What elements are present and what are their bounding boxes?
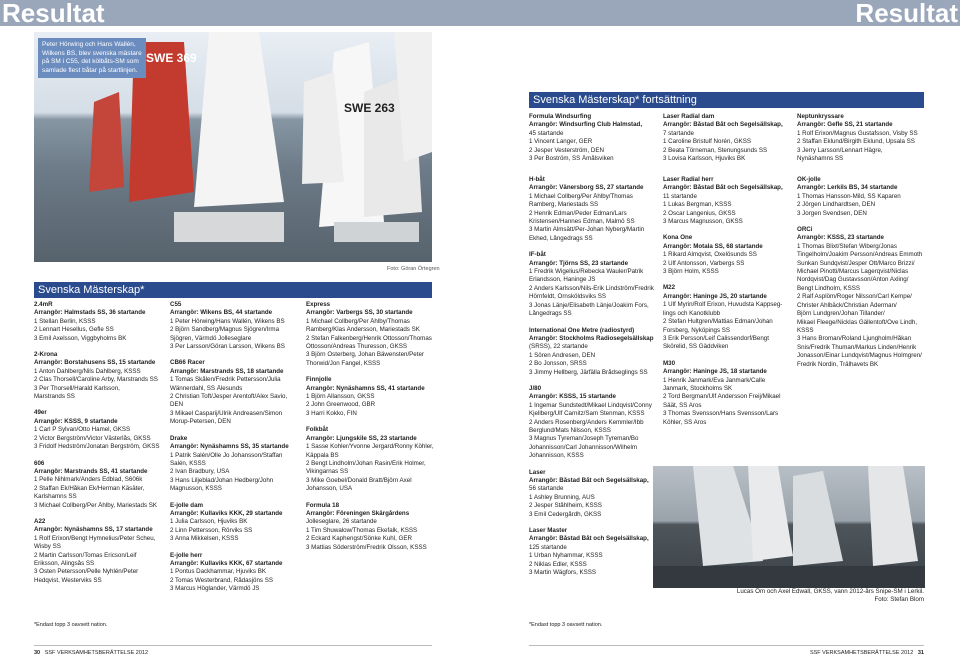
class-result-block [34,409,162,451]
class-result-block [663,176,791,226]
result-line: 1 Rolf Erixon/Bengt Hymnelius/Peter Scheu, [34,534,156,542]
organizer-line: Arrangör: Båstad Båt och Segelsällskap, [529,535,649,543]
class-result-block [306,502,434,552]
result-line: 2 Tord Bergman/Ulf Andersson Freij/Mikael [663,393,781,401]
class-result-block [797,176,925,218]
result-line: 2 John Greenwood, GBR [306,401,376,409]
result-line: 2 Beata Törneman, Stenungsunds SS [663,146,768,154]
class-title: Laser [529,468,546,476]
result-line: 1 Sören Andresen, DEN [529,351,596,359]
class-result-block [529,385,657,461]
result-line: Berglund/Mats Nilsson, KSSS [529,426,611,434]
result-line: 2 Staffan Ek/Håkan Ek/Herman Käsäter, [34,484,145,492]
result-line: 3 Hans Broman/Roland Ljungholm/Håkan [797,335,912,343]
result-line: 2 Anders Karlsson/Nils-Erik Lindström/Fredrik [529,284,654,292]
class-title: 606 [34,459,45,467]
class-result-block [306,376,434,418]
organizer-line: Arrangör: Haninge JS, 18 startande [663,368,767,376]
organizer-line: Arrangör: Föreningen Skärgårdens [306,509,410,517]
result-line: 1 Caroline Bristulf Norén, GKSS [663,138,752,146]
class-result-block [663,284,791,351]
result-line: Nynäshamns SS [797,155,844,163]
result-line: 2 Niklas Edler, KSSS [529,560,587,568]
class-result-block [34,518,162,585]
class-title: M22 [663,284,676,292]
result-line: 1 Lukas Bergman, KSSS [663,201,732,209]
footer-left [34,647,148,659]
class-title: Laser Radial herr [663,176,714,183]
result-line: 3 Björn Österberg, Johan Bäwensten/Peter [306,351,424,359]
result-line: Wisby SS [34,543,61,551]
snipe-photo [653,466,925,588]
organizer-line: Arrangör: KSSS, 15 startande [529,393,616,401]
organizer-line: Arrangör: Tjörns SS, 23 startande [529,259,629,267]
result-line: 3 Marcus Höglander, Värmdö JS [170,585,260,593]
result-line: 1 Fredrik Wigelius/Rebecka Wauler/Patrik [529,268,644,276]
result-line: 1 Tomas Skålen/Fredrik Pettersson/Julia [170,376,281,384]
photo-caption: Peter Hörwing och Hans Wallén, Wilkens BS, blev svenska mästare på SM i C55, det kölbåts-SM som samlade flest båtar på startlinjen. [38,38,146,78]
result-line: 56 startande [529,485,564,493]
class-title: Laser Radial dam [663,113,715,120]
result-line: Säät, SS Aros [663,401,702,409]
result-line: 3 Michael Collberg/Per Åhlby, Mariestads SK [34,501,157,509]
result-line: Mikael Fleege/Nicklas Gällentoft/Ove Lindh, [797,318,918,326]
page-number-left: 30 [34,650,41,656]
class-result-block [529,113,657,163]
result-line: Salén, KSSS [170,459,206,467]
result-line: Sjögren, Värmdö Jollesegla​re [170,334,252,342]
result-line: Jonasson/Einar Lundqvist/Magnus Holmgren/ [797,352,922,360]
result-line: 1 Urban Nyhammar, KSSS [529,552,603,560]
results-column-r1 [529,176,657,585]
result-line: Christer Ahlbäck/Christian Åderman/ [797,301,897,309]
result-line: Morup-Petersen, DEN [170,418,231,426]
result-line: 1 Anton Dahlberg/Nils Dahlberg, KSSS [34,367,141,375]
result-line: 2 Jörgen Lindhardtsen, DEN [797,201,876,209]
class-result-block [529,469,657,519]
organizer-line: Arrangör: Lerkils BS, 34 startande [797,184,898,192]
result-line: Nordqvist/Dag Gustavsson/Anton Axling/ [797,276,909,284]
result-line: 2 Ralf Asplöm/Roger Nilsson/Carl Kempe/ [797,293,912,301]
result-line: 3 Harri Kokko, FIN [306,409,357,417]
result-line: 1 Björn Allansson, GKSS [306,393,375,401]
organizer-line: Arrangör: Marstrands SS, 41 startande [34,467,148,475]
footer-divider-left [34,645,432,646]
organizer-line: Arrangör: Kullaviks KKK, 29 startande [170,509,283,517]
result-line: 3 Jorgen Svendsen, DEN [797,209,867,217]
organizer-line: Arrangör: Marstrands SS, 18 startande [170,367,284,375]
result-line: Johansson, USA [306,485,353,493]
class-title: H-båt [529,176,545,183]
result-line: 1 Thomas Blixt/Stefan Wiberg/Jonas [797,242,897,250]
organizer-line: Arrangör: Nynäshamns SS, 17 startande [34,526,153,534]
result-line: Bengt Lindholm, KSSS [797,284,860,292]
class-result-block [529,251,657,318]
class-title: E-jolle dam [170,501,204,509]
result-line: 3 Martin Almsätt/Per-Johan Nyberg/Martin [529,226,645,234]
organizer-line: Arrangör: Borstahusens SS, 15 startande [34,359,156,367]
organizer-line: Arrangör: Vänersborg SS, 27 startande [529,184,644,192]
footer-right [760,647,924,659]
result-line: Erlandsson, Haninge JS [529,276,596,284]
result-line: 2 Bo Jonsson, SRSS [529,360,587,368]
class-result-block [170,502,298,544]
result-line: Ekhed, Långedrags SS [529,234,593,242]
result-line: 3 Östen Petersson/Pelle Nyhlén/Peter [34,568,139,576]
result-line: 2 Tomas Westerbrand, Rådasjöns SS [170,576,273,584]
result-line: Vikingarnas SS [306,468,349,476]
result-line: 11 startande [663,192,697,200]
organizer-line: Arrangör: Ljungskile SS, 23 startande [306,434,417,442]
class-title: J/80 [529,384,542,392]
result-line: 2 Björn Sandberg/Magnus Sjögren/Irma [170,326,280,334]
result-line: 1 Patrik Salén/Olle Jo Johansson/Staffan [170,451,283,459]
result-line: 3 Anna Mikkelsen, KSSS [170,535,239,543]
result-line: 2 Stefan Hultgren/Mattias Edman/Johan [663,318,773,326]
result-line: 1 Michael Collberg/Per Åhlby/Thomas [306,317,410,325]
class-result-block [170,301,298,351]
organizer-line: Arrangör: Nynäshamns SS, 41 startande [306,384,425,392]
result-line: 2 Jesper Ståhlheim, KSSS [529,502,602,510]
result-line: Kjellberg/Ulf Carnitz/Sam Stenman, KSSS [529,410,645,418]
result-line: 3 Emil Cedergårdh, GKSS [529,510,602,518]
organizer-line: Arrangör: Halmstads SS, 36 startande [34,309,146,317]
result-line: Ramberg/Klas Andersson, Mariestads SK [306,326,420,334]
result-line: lings och Kanotklubb [663,309,721,317]
class-title: Folkbåt [306,426,329,434]
results-column-r2 [663,176,791,435]
class-title: 2-Krona [34,351,58,359]
result-line: Fredrik Nordin, Trälhavets BK [797,360,879,368]
result-line: Wännerdahl, SS Ålesunds [170,384,243,392]
result-line: 3 Per Boström, SS Åmålsviken [529,155,614,163]
result-line: 125 startande [529,543,567,551]
result-line: 2 Christian Toft/Jesper Arentoft/Alex Savio, [170,393,288,401]
result-line: 1 Vincent Langer, GER [529,138,593,146]
result-line: 2 Ivan Bradbury, USA [170,468,230,476]
result-line: 1 Ashley Brunning, AUS [529,493,595,501]
snipe-boats-illustration [653,466,925,588]
result-line: 3 Lovisa Karlsson, Hjuviks BK [663,155,746,163]
section-heading-left: Svenska Mästerskap* [34,282,432,298]
result-line: 1 Michael Collberg/Per Åhlby/Thomas [529,192,633,200]
result-line: 1 Peter Hörwing/Hans Wallén, Wikens BS [170,317,285,325]
result-line: 2 Jesper Vesterström, DEN [529,146,604,154]
class-result-block [170,435,298,494]
result-line: 3 Magnus Tyreman/Joseph Tyreman/Bo [529,435,639,443]
result-line: 2 Staffan Eklund/Birgith Eklund, Upsala SS [797,138,915,146]
class-title: Formula Windsurfing [529,113,592,120]
result-line: Janmark, Stockholms SK [663,384,733,392]
result-line: 2 Martin Carlsson/Tomas Ericson/Leif [34,551,137,559]
class-result-block [529,327,657,377]
class-title: IF-båt [529,251,546,259]
result-line: 1 Rikard Almqvist, Oxelösunds SS [663,251,757,259]
result-line: 3 Thomas Svensson/Hans Svensson/Lars [663,410,779,418]
result-line: 1 Ingemar Sundstedt/Mikael Lindqvist/Conny [529,401,652,409]
class-result-block [663,113,791,163]
footnote-right: *Endast topp 3 oavsett nation. [529,622,603,628]
sail-number-1: SWE 263 [344,101,395,115]
organizer-line: Arrangör: KSSS, 23 startande [797,234,884,242]
result-line: 1 Ulf Myrin/Rolf Erixon, Huvudsta Kappseg- [663,301,783,309]
results-column-2 [170,301,298,602]
results-column-r3-top [797,113,925,171]
result-line: 2 Oscar Langenius, GKSS [663,209,736,217]
class-title: Laser Master [529,527,568,535]
footnote-left: *Endast topp 3 oavsett nation. [34,622,108,628]
result-line: 2 Eckard Kaphengst/Sönke Kuhl, GER [306,535,412,543]
class-title: A22 [34,517,46,525]
result-line: Skörelid, SS Gäddviken [663,343,729,351]
result-line: Köhler, SS Aros [663,418,707,426]
class-result-block [34,351,162,401]
result-line: 3 Jerry Larsson/Lennart Hägre, [797,146,883,154]
class-title: Formula 18 [306,501,340,509]
organizer-line: Arrangör: Båstad Båt och Segelsällskap, [529,477,649,484]
result-line: Marstrands SS [34,393,75,401]
organizer-line: Arrangör: Nynäshamns SS, 35 startande [170,443,289,451]
result-line: Michael Pinotti/Marcus Lagerqvist/Niclas [797,268,909,276]
result-line: 3 Mikael Casparij/Ulrik Andreasen/Simon [170,409,283,417]
caption-line-2: Foto: Stefan Blom [874,596,924,604]
result-line: Karlshamns SS [34,493,77,501]
result-line: Forsberg, Nyköpings SS [663,326,731,334]
result-line: 2 Bengt Lindholm/Johan Rasin/Erik Holmer, [306,459,426,467]
class-result-block [663,234,791,276]
result-line: 1 Stellan Berlin, KSSS [34,317,96,325]
result-line: 3 Per Thorsell/Harald Karlsson, [34,384,120,392]
result-line: 1 Pontus Dackhammar, Hjuviks BK [170,568,266,576]
result-line: 3 Mike Goebel/Donald Bratt/Björn Axel [306,476,412,484]
result-line: 7 startande [663,129,694,137]
class-result-block [34,301,162,343]
class-result-block [306,301,434,368]
result-line: 1 Sasse Kohler/Yvonne Jergard/Ronny Köhler, [306,443,434,451]
result-line: Käppala BS [306,451,339,459]
result-line: 3 Marcus Magnusson, GKSS [663,218,743,226]
result-line: 1 Rolf Erixon/Magnus Gustafsson, Visby SS [797,129,918,137]
organizer-line: Arrangör: Stockholms Radiosegelsällskap [529,334,654,342]
result-line: 2 Clas Thorsell/Caroline Arby, Marstrands SS [34,376,158,384]
sail-number-2: SWE 369 [146,51,197,65]
result-line: Långedrags SS [529,310,572,318]
class-title: Finnjolle [306,376,332,384]
result-line: Sunkan Sundqvist/Jesper Ott/Marco Brizzi/ [797,259,915,267]
organizer-line: Arrangör: KSSS, 9 startande [34,417,118,425]
results-column-1 [34,301,162,593]
organizer-line: Arrangör: Wikens BS, 44 startande [170,309,273,317]
result-line: (SRSS), 22 startande [529,343,588,351]
result-line: 2 Victor Bergström/Victor Västerlås, GKSS [34,434,151,442]
result-line: 1 Thomas Hansson-Mild, SS Kaparen [797,192,901,200]
class-title: E-jolle herr [170,551,203,559]
result-line: Hedqvist, Westerviks SS [34,576,102,584]
footer-label-left: SSF VERKSAMHETSBERÄTTELSE 2012 [44,650,149,656]
result-line: 3 Emil Axelsson, Viggbyholms BK [34,334,127,342]
result-line: Björn Lundgren/Johan Tillander/ [797,310,885,318]
organizer-line: Arrangör: Varbergs SS, 30 startande [306,309,413,317]
organizer-line: Arrangör: Båstad Båt och Segelsällskap, [663,184,783,192]
result-line: 3 Erik Persson/Leif Calissendorf/Bengt [663,334,769,342]
result-line: KSSS [797,326,814,334]
class-title: 2.4mR [34,301,53,308]
result-line: 3 Mattias Söderström/Fredrik Olsson, KSSS [306,543,427,551]
result-line: 3 Jonas Länje/Elisabeth Länje/Joakim Fors, [529,301,649,309]
result-line: 1 Tim Shuwalow/Thomas Ekefalk, KSSS [306,526,418,534]
result-line: 3 Per Larsson/Göran Larsson, Wikens BS [170,343,285,351]
result-line: Snis/Fredrik Thuman/Markus Linden/Henrik [797,343,917,351]
result-line: Kristensen/Hannes Edman, Malmö SS [529,218,635,226]
class-result-block [663,360,791,427]
result-line: Eriksson, Alingsås SS [34,559,95,567]
result-line: 1 Pelle Nihlmark/Anders Edblad, S606k [34,476,143,484]
results-column-r3 [797,176,925,377]
result-line: Magnusson, KSSS [170,485,222,493]
class-title: OK-jolle [797,176,821,183]
results-column-3 [306,301,434,560]
class-title: 49er [34,409,47,417]
result-line: 3 Martin Wägfors, KSSS [529,569,597,577]
class-title: Kona One [663,234,693,242]
caption-line-1: Lucas Öm och Axel Edwall, GKSS, vann 2012-års Snipe-SM i Lerkil. [736,588,924,595]
results-column-r2-top [663,113,791,171]
result-line: 45 startande [529,129,564,137]
footer-label-right: SSF VERKSAMHETSBERÄTTELSE 2012 [809,650,914,656]
result-line: 3 Fridolf Hedström/Jonatan Bergström, GKSS [34,443,160,451]
class-title: CB66 Racer [170,359,205,367]
banner-right: Resultat [481,0,960,26]
result-line: 3 Hans Liljeblad/Johan Hedberg/John [170,476,274,484]
organizer-line: Arrangör: Motala SS, 68 startande [663,242,763,250]
result-line: 2 Lennart Hesellus, Gefle SS [34,326,114,334]
page-number-right: 31 [917,650,924,656]
class-result-block [797,113,925,163]
footer-divider-right [529,645,924,646]
result-line: 2 Henrik Edman/Peder Edman/Lars [529,209,627,217]
result-line: 1 Carl P Sylvan/Otto Hamel, GKSS [34,426,131,434]
result-line: Johannisson, KSSS [529,452,584,460]
class-title: M30 [663,359,676,367]
result-line: Thorwid/Jon Fangel, KSSS [306,359,381,367]
organizer-line: Arrangör: Haninge JS, 20 startande [663,292,767,300]
result-line: 2 Anders Rosenberg/Anders Kemmler/Ibb [529,418,644,426]
class-title: ORCi [797,226,813,234]
result-line: 3 Björn Holm, KSSS [663,268,719,276]
banner-left: Resultat [0,0,481,26]
result-line: Ottosson/Andreas Thuresson, GKSS [306,343,407,351]
class-result-block [34,460,162,510]
result-line: Tingelholm/Joakim Persson/Andreas Emmoth [797,251,923,259]
result-line: Hörnfeldt, Örnsköldsviks SS [529,293,607,301]
result-line: 1 Henrik Janmark/Eva Janmark/Calle [663,376,766,384]
organizer-line: Arrangör: Båstad Båt och Segelsällskap, [663,121,783,129]
class-result-block [797,226,925,369]
photo-credit-top: Foto: Göran Örtegren [387,266,440,272]
class-result-block [170,552,298,594]
organizer-line: Arrangör: Gefle SS, 21 startande [797,121,893,129]
results-column-r1-top [529,113,657,171]
class-title: C55 [170,301,182,308]
class-result-block [170,359,298,426]
class-title: Express [306,301,331,308]
photo-caption-bottom [680,588,924,605]
result-line: Jollesegla​re, 26 startande [306,518,377,526]
class-title: International One Metre (radiostyrd) [529,326,635,334]
organizer-line: Arrangör: Windsurfing Club Halmstad, [529,121,643,129]
class-result-block [306,426,434,493]
result-line: 2 Ulf Antonsson, Varbergs SS [663,259,745,267]
result-line: Johannisson/Carl Johannisson/Wilhelm [529,443,637,451]
class-title: Drake [170,434,188,442]
result-line: 2 Stefan Falkenberg/Henrik Ottosson/Thomas [306,334,432,342]
result-line: 1 Julia Carlsson, Hjuviks BK [170,518,248,526]
result-line: DEN [170,401,184,409]
class-result-block [529,176,657,243]
class-title: Neptunkryssare [797,113,844,120]
result-line: 3 Jimmy Hellberg, Järfälla Brådseglings SS [529,368,648,376]
class-result-block [529,527,657,577]
result-line: 2 Linn Pettersson, Rörviks SS [170,526,253,534]
organizer-line: Arrangör: Kullaviks KKK, 67 startande [170,559,283,567]
result-line: Ramberg, Mariestads SS [529,201,599,209]
section-heading-right: Svenska Mästerskap* fortsättning [529,92,924,108]
